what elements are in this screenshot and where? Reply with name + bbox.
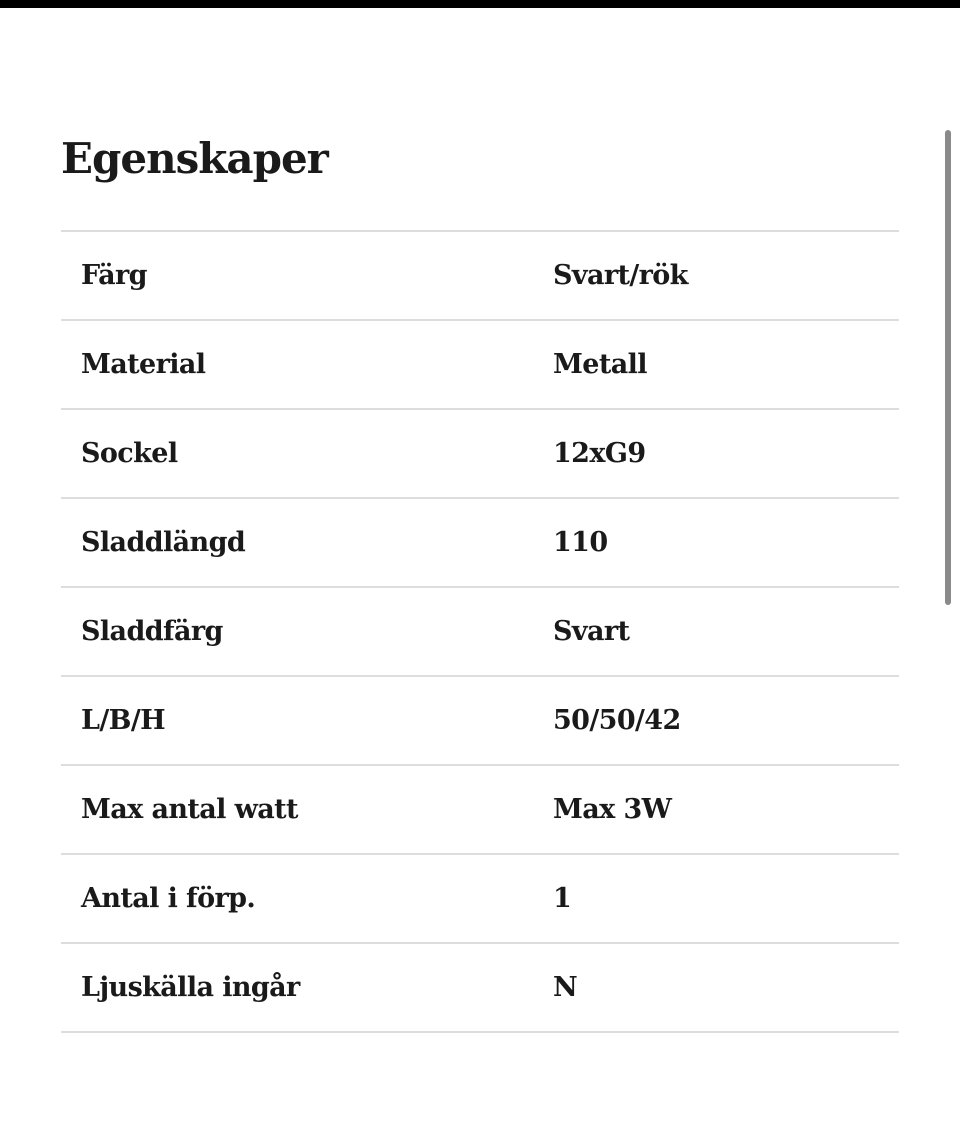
property-value: 110	[553, 527, 608, 558]
property-label: Antal i förp.	[81, 883, 256, 914]
property-label: Färg	[81, 260, 147, 291]
table-row	[61, 232, 899, 321]
table-row	[61, 855, 899, 944]
table-row	[61, 410, 899, 499]
table-row	[61, 321, 899, 410]
property-value: Metall	[553, 349, 647, 380]
table-row	[61, 944, 899, 1033]
property-label: Sladdfärg	[81, 616, 223, 647]
property-label: Material	[81, 349, 206, 380]
table-row	[61, 766, 899, 855]
property-value: Svart	[553, 616, 630, 647]
section-title: Egenskaper	[61, 134, 328, 183]
scrollbar-thumb[interactable]	[945, 130, 951, 605]
property-label: Max antal watt	[81, 794, 298, 825]
table-row	[61, 677, 899, 766]
property-value: Svart/rök	[553, 260, 688, 291]
property-label: Ljuskälla ingår	[81, 972, 300, 1003]
property-label: Sladdlängd	[81, 527, 246, 558]
table-row	[61, 499, 899, 588]
property-value: 12xG9	[553, 438, 646, 469]
table-row	[61, 588, 899, 677]
top-bar	[0, 0, 960, 8]
property-label: Sockel	[81, 438, 178, 469]
property-value: 1	[553, 883, 572, 914]
properties-section	[61, 128, 899, 1033]
property-label: L/B/H	[81, 705, 166, 736]
properties-table	[61, 230, 899, 1033]
property-value: 50/50/42	[553, 705, 681, 736]
property-value: Max 3W	[553, 794, 672, 825]
property-value: N	[553, 972, 578, 1003]
